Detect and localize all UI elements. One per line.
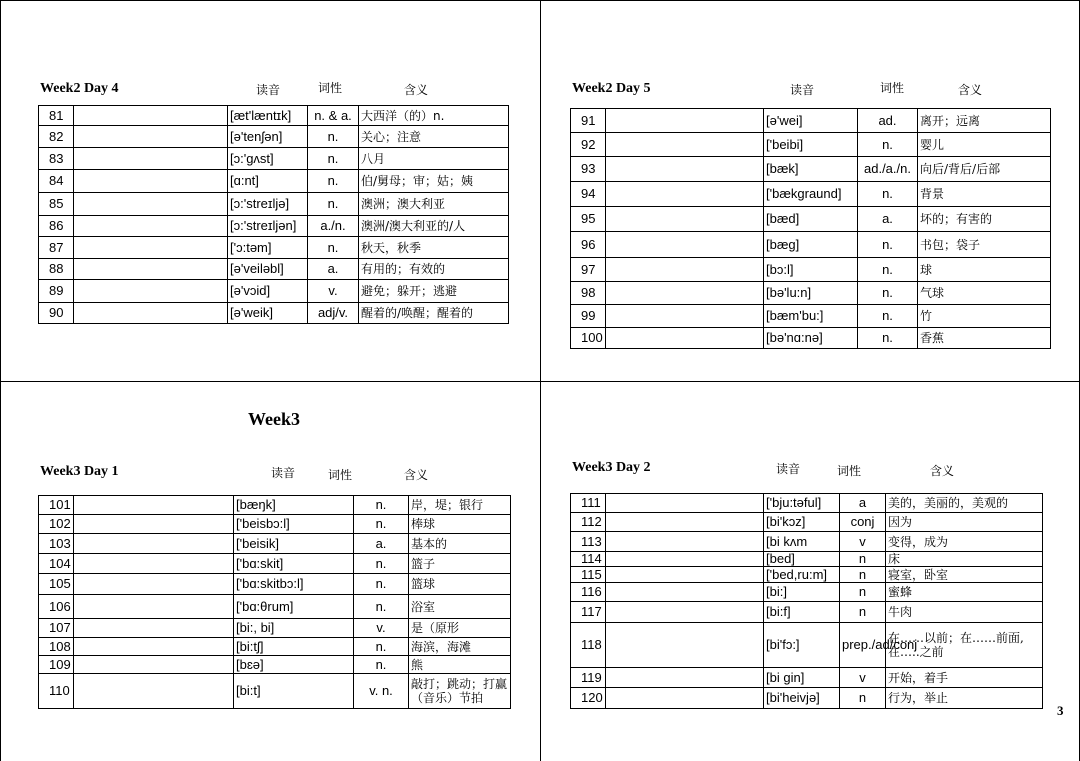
phonetic-cell: [ə'vɔid] [228,280,308,303]
meaning-cell: 岸，堤；银行 [409,496,511,515]
phonetic-cell: [bi gin] [764,668,840,688]
table-row [39,259,509,280]
part-of-speech-cell: n. [858,328,918,349]
meaning-cell: 在……以前；在……前面,在…..之前 [886,623,1043,668]
word-cell [606,133,764,157]
phonetic-cell: [bed] [764,552,840,567]
table-row [571,133,1051,157]
vocab-table [570,493,1043,709]
phonetic-cell: [bæd] [764,207,858,232]
phonetic-cell: [bæŋk] [234,496,354,515]
phonetic-cell: [bi'heivjə] [764,688,840,709]
phonetic-cell: [bi:t] [234,674,354,709]
phonetic-cell: ['bækgraund] [764,182,858,207]
word-number: 96 [571,232,606,258]
word-number: 103 [39,534,74,554]
phonetic-cell: [bɔ:l] [764,258,858,282]
vocab-table [38,495,511,709]
phonetic-cell: [bi kʌm [764,532,840,552]
word-number: 106 [39,595,74,619]
phonetic-cell: [bi'kɔz] [764,513,840,532]
part-of-speech-cell: n. [858,232,918,258]
phonetic-cell: [bi:tʃ] [234,638,354,656]
meaning-cell: 因为 [886,513,1043,532]
word-cell [606,623,764,668]
part-of-speech-cell: v [840,532,886,552]
table-row [39,496,511,515]
part-of-speech-cell: n. [858,282,918,305]
meaning-cell: 关心；注意 [359,126,509,148]
word-number: 111 [571,494,606,513]
table-row [39,126,509,148]
part-of-speech-cell: n [840,567,886,583]
word-number: 109 [39,656,74,674]
part-of-speech-cell: n. [354,574,409,595]
part-of-speech-cell: n. [308,193,359,216]
table-row [571,109,1051,133]
word-cell [606,182,764,207]
section-label: Week3 Day 2 [572,460,651,475]
section-label: Week3 Day 1 [40,464,119,479]
meaning-cell: 澳洲；澳大利亚 [359,193,509,216]
word-cell [606,688,764,709]
word-cell [606,602,764,623]
word-cell [74,496,234,515]
word-number: 112 [571,513,606,532]
header-pronunciation: 读音 [790,83,815,97]
word-cell [606,282,764,305]
word-cell [74,193,228,216]
word-cell [74,106,228,126]
meaning-cell: 寝室，卧室 [886,567,1043,583]
word-number: 83 [39,148,74,170]
meaning-cell: 背景 [918,182,1051,207]
word-number: 119 [571,668,606,688]
part-of-speech-cell: a. [354,534,409,554]
word-number: 115 [571,567,606,583]
word-number: 88 [39,259,74,280]
table-row [39,619,511,638]
word-number: 93 [571,157,606,182]
phonetic-cell: [bæk] [764,157,858,182]
part-of-speech-cell: n. [308,148,359,170]
word-cell [74,554,234,574]
header-meaning: 含义 [930,464,955,478]
meaning-cell: 坏的；有害的 [918,207,1051,232]
word-number: 118 [571,623,606,668]
phonetic-cell: ['bju:təful] [764,494,840,513]
table-row [571,623,1043,668]
part-of-speech-cell: a. [858,207,918,232]
meaning-cell: 是（原形 [409,619,511,638]
table-row [39,216,509,237]
word-cell [74,638,234,656]
word-cell [606,513,764,532]
table-row [39,574,511,595]
part-of-speech-cell: a./n. [308,216,359,237]
table-row [571,157,1051,182]
word-number: 104 [39,554,74,574]
table-row [39,280,509,303]
table-row [39,554,511,574]
part-of-speech-cell: v. [354,619,409,638]
word-cell [606,328,764,349]
phonetic-cell: ['beibi] [764,133,858,157]
word-cell [74,574,234,595]
header-meaning: 含义 [404,83,429,97]
meaning-cell: 浴室 [409,595,511,619]
part-of-speech-cell: n. [354,638,409,656]
phonetic-cell: [bə'nɑ:nə] [764,328,858,349]
meaning-cell: 篮球 [409,574,511,595]
part-of-speech-cell: n. [354,595,409,619]
part-of-speech-cell: n. [858,133,918,157]
word-number: 92 [571,133,606,157]
word-cell [74,303,228,324]
table-row [571,494,1043,513]
meaning-cell: 蜜蜂 [886,583,1043,602]
header-meaning: 含义 [404,468,429,482]
phonetic-cell: ['ɔ:təm] [228,237,308,259]
phonetic-cell: [ə'tenʃən] [228,126,308,148]
table-row [571,688,1043,709]
word-cell [74,534,234,554]
phonetic-cell: [ɔ:'streɪljə] [228,193,308,216]
meaning-cell: 有用的；有效的 [359,259,509,280]
word-number: 86 [39,216,74,237]
word-cell [74,216,228,237]
word-number: 85 [39,193,74,216]
phonetic-cell: ['bed,ru:m] [764,567,840,583]
part-of-speech-cell: n. [308,237,359,259]
phonetic-cell: [bɛə] [234,656,354,674]
table-row [39,534,511,554]
part-of-speech-cell: n. [308,126,359,148]
part-of-speech-cell: ad./a./n. [858,157,918,182]
phonetic-cell: [ə'weik] [228,303,308,324]
meaning-cell: 行为，举止 [886,688,1043,709]
word-cell [74,619,234,638]
word-number: 110 [39,674,74,709]
part-of-speech-cell: n [840,583,886,602]
meaning-cell: 球 [918,258,1051,282]
phonetic-cell: [ə'veiləbl] [228,259,308,280]
meaning-cell: 变得，成为 [886,532,1043,552]
part-of-speech-cell: prep./ad/conj [840,623,886,668]
table-row [39,638,511,656]
table-row [571,567,1043,583]
word-cell [74,515,234,534]
word-cell [606,232,764,258]
table-row [571,328,1051,349]
header-pronunciation: 读音 [776,462,801,476]
word-number: 107 [39,619,74,638]
word-cell [606,157,764,182]
word-cell [74,170,228,193]
meaning-cell: 八月 [359,148,509,170]
phonetic-cell: ['bɑ:θrum] [234,595,354,619]
part-of-speech-cell: n. & a. [308,106,359,126]
meaning-cell: 婴儿 [918,133,1051,157]
meaning-cell: 避免；躲开；逃避 [359,280,509,303]
table-row [571,305,1051,328]
word-number: 114 [571,552,606,567]
word-number: 97 [571,258,606,282]
section-label: Week2 Day 5 [572,81,651,96]
part-of-speech-cell: n [840,602,886,623]
table-row [571,207,1051,232]
part-of-speech-cell: n. [858,182,918,207]
meaning-cell: 熊 [409,656,511,674]
word-number: 84 [39,170,74,193]
word-cell [606,532,764,552]
word-number: 108 [39,638,74,656]
horizontal-divider [0,381,1080,382]
vocab-table-body [39,496,511,709]
table-row [39,515,511,534]
word-number: 113 [571,532,606,552]
phonetic-cell: [bæm'bu:] [764,305,858,328]
table-row [571,513,1043,532]
table-row [39,193,509,216]
part-of-speech-cell: adj/v. [308,303,359,324]
word-cell [74,674,234,709]
week-title: Week3 [248,409,300,429]
word-cell [606,583,764,602]
word-cell [74,656,234,674]
meaning-cell: 棒球 [409,515,511,534]
phonetic-cell: ['bɑ:skitbɔ:l] [234,574,354,595]
word-number: 81 [39,106,74,126]
meaning-cell: 海滨，海滩 [409,638,511,656]
meaning-cell: 香蕉 [918,328,1051,349]
part-of-speech-cell: a [840,494,886,513]
part-of-speech-cell: n [840,688,886,709]
meaning-cell: 书包；袋子 [918,232,1051,258]
word-cell [606,109,764,133]
part-of-speech-cell: v. [308,280,359,303]
table-row [571,602,1043,623]
word-number: 91 [571,109,606,133]
word-number: 100 [571,328,606,349]
table-row [39,674,511,709]
phonetic-cell: [bæg] [764,232,858,258]
table-row [571,232,1051,258]
vocab-table-body [39,106,509,324]
meaning-cell: 伯/舅母；审；姑；姨 [359,170,509,193]
meaning-cell: 基本的 [409,534,511,554]
meaning-cell: 秋天，秋季 [359,237,509,259]
word-cell [74,237,228,259]
meaning-cell: 牛肉 [886,602,1043,623]
part-of-speech-cell: v. n. [354,674,409,709]
part-of-speech-cell: n. [308,170,359,193]
word-number: 117 [571,602,606,623]
vocab-table-body [571,494,1043,709]
phonetic-cell: [ɔ:'gʌst] [228,148,308,170]
phonetic-cell: [ɔ:'streɪljən] [228,216,308,237]
word-number: 89 [39,280,74,303]
part-of-speech-cell: v [840,668,886,688]
table-row [39,303,509,324]
part-of-speech-cell: n. [354,656,409,674]
table-row [571,258,1051,282]
section-label: Week2 Day 4 [40,81,119,96]
meaning-cell: 大西洋（的）n. [359,106,509,126]
vocab-table-body [571,109,1051,349]
part-of-speech-cell: n. [858,258,918,282]
word-number: 105 [39,574,74,595]
table-row [571,668,1043,688]
word-cell [606,668,764,688]
meaning-cell: 气球 [918,282,1051,305]
part-of-speech-cell: n [840,552,886,567]
header-pronunciation: 读音 [256,83,281,97]
header-meaning: 含义 [958,83,983,97]
table-row [571,532,1043,552]
phonetic-cell: [ɑ:nt] [228,170,308,193]
word-number: 94 [571,182,606,207]
part-of-speech-cell: conj [840,513,886,532]
header-part-of-speech: 词性 [328,468,353,482]
table-row [571,552,1043,567]
phonetic-cell: ['beisik] [234,534,354,554]
word-cell [74,280,228,303]
part-of-speech-cell: n. [354,496,409,515]
part-of-speech-cell: n. [354,554,409,574]
phonetic-cell: ['bɑ:skit] [234,554,354,574]
word-number: 101 [39,496,74,515]
word-cell [606,305,764,328]
word-number: 82 [39,126,74,148]
word-number: 120 [571,688,606,709]
word-number: 95 [571,207,606,232]
vocab-table [38,105,509,324]
header-part-of-speech: 词性 [880,81,905,95]
table-row [39,595,511,619]
word-cell [74,148,228,170]
meaning-cell: 敲打；跳动；打赢（音乐）节拍 [409,674,511,709]
word-cell [606,207,764,232]
meaning-cell: 澳洲/澳大利亚的/人 [359,216,509,237]
part-of-speech-cell: n. [354,515,409,534]
table-row [571,583,1043,602]
part-of-speech-cell: n. [858,305,918,328]
table-row [39,237,509,259]
word-cell [74,595,234,619]
part-of-speech-cell: a. [308,259,359,280]
phonetic-cell: [bi:f] [764,602,840,623]
word-cell [606,258,764,282]
word-cell [606,552,764,567]
word-number: 116 [571,583,606,602]
phonetic-cell: [bi:, bi] [234,619,354,638]
word-cell [74,126,228,148]
header-part-of-speech: 词性 [837,464,862,478]
word-number: 87 [39,237,74,259]
vocab-table [570,108,1051,349]
word-number: 98 [571,282,606,305]
table-row [39,170,509,193]
meaning-cell: 竹 [918,305,1051,328]
table-row [39,106,509,126]
word-number: 102 [39,515,74,534]
word-cell [74,259,228,280]
meaning-cell: 篮子 [409,554,511,574]
meaning-cell: 美的，美丽的，美观的 [886,494,1043,513]
phonetic-cell: [æt'læntɪk] [228,106,308,126]
meaning-cell: 床 [886,552,1043,567]
meaning-cell: 离开；远离 [918,109,1051,133]
meaning-cell: 醒着的/唤醒；醒着的 [359,303,509,324]
part-of-speech-cell: ad. [858,109,918,133]
table-row [39,656,511,674]
word-cell [606,567,764,583]
table-row [571,282,1051,305]
word-cell [606,494,764,513]
word-number: 90 [39,303,74,324]
word-number: 99 [571,305,606,328]
meaning-cell: 向后/背后/后部 [918,157,1051,182]
header-part-of-speech: 词性 [318,81,343,95]
phonetic-cell: ['beisbɔ:l] [234,515,354,534]
header-pronunciation: 读音 [271,466,296,480]
phonetic-cell: [bi'fɔ:] [764,623,840,668]
table-row [39,148,509,170]
page-number: 3 [1057,703,1064,718]
meaning-cell: 开始，着手 [886,668,1043,688]
phonetic-cell: [ə'wei] [764,109,858,133]
phonetic-cell: [bi:] [764,583,840,602]
phonetic-cell: [bə'lu:n] [764,282,858,305]
table-row [571,182,1051,207]
